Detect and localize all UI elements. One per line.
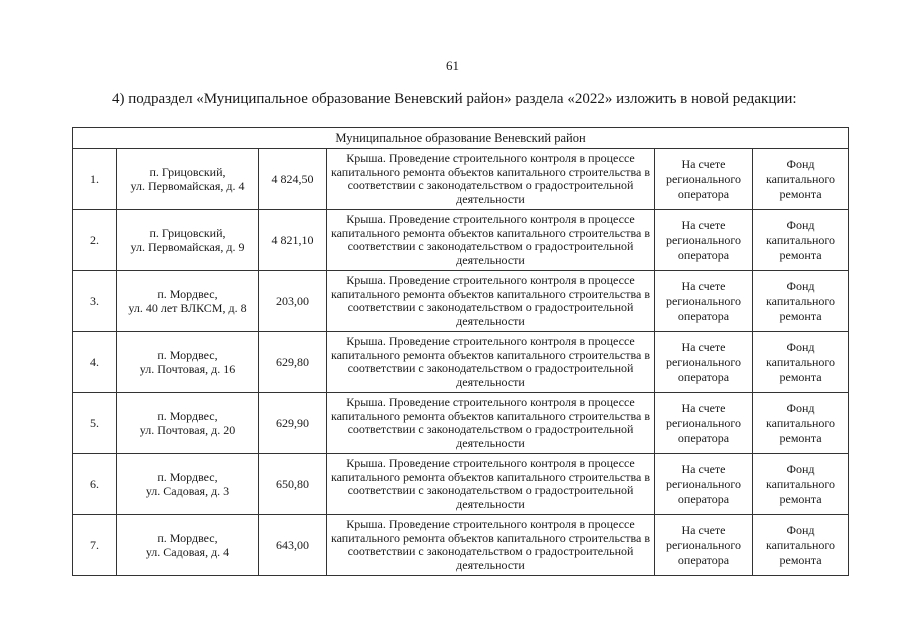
address-cell — [117, 393, 259, 454]
address-cell — [117, 149, 259, 210]
address-street: ул. Садовая, д. 4 — [145, 545, 230, 559]
address-street: ул. Первомайская, д. 9 — [130, 240, 245, 254]
work-description-cell: Крыша. Проведение строительного контроля в процессе капитального ремонта объектов капитального строительства в соответствии с законодательством о градостроительной деятельности — [327, 332, 655, 393]
address-cell — [117, 271, 259, 332]
address-cell — [117, 332, 259, 393]
area-cell: 4 824,50 — [259, 149, 327, 210]
address-locality: п. Грицовский, — [149, 165, 226, 179]
area-cell: 650,80 — [259, 454, 327, 515]
area-cell: 4 821,10 — [259, 210, 327, 271]
account-method-cell: На счете регионального оператора — [655, 210, 753, 271]
account-method-cell: На счете регионального оператора — [655, 271, 753, 332]
table-row — [73, 271, 849, 332]
area-cell: 643,00 — [259, 515, 327, 576]
row-number: 3. — [73, 271, 117, 332]
address-locality: п. Мордвес, — [157, 287, 218, 301]
funding-source-cell: Фонд капитального ремонта — [753, 332, 849, 393]
table-row — [73, 454, 849, 515]
table-row — [73, 149, 849, 210]
address-locality: п. Мордвес, — [157, 531, 218, 545]
work-description-cell: Крыша. Проведение строительного контроля в процессе капитального ремонта объектов капитального строительства в соответствии с законодательством о градостроительной деятельности — [327, 393, 655, 454]
address-locality: п. Мордвес, — [157, 409, 218, 423]
repair-registry-table — [72, 127, 849, 576]
row-number: 2. — [73, 210, 117, 271]
section-title: Муниципальное образование Веневский район — [73, 128, 849, 149]
address-street: ул. Садовая, д. 3 — [145, 484, 230, 498]
account-method-cell: На счете регионального оператора — [655, 515, 753, 576]
work-description-cell: Крыша. Проведение строительного контроля в процессе капитального ремонта объектов капитального строительства в соответствии с законодательством о градостроительной деятельности — [327, 454, 655, 515]
account-method-cell: На счете регионального оператора — [655, 332, 753, 393]
area-cell: 629,80 — [259, 332, 327, 393]
funding-source-cell: Фонд капитального ремонта — [753, 149, 849, 210]
address-cell — [117, 454, 259, 515]
account-method-cell: На счете регионального оператора — [655, 454, 753, 515]
intro-paragraph: 4) подраздел «Муниципальное образование Веневский район» раздела «2022» изложить в новой редакции: — [112, 91, 797, 107]
row-number: 7. — [73, 515, 117, 576]
work-description-cell: Крыша. Проведение строительного контроля в процессе капитального ремонта объектов капитального строительства в соответствии с законодательством о градостроительной деятельности — [327, 149, 655, 210]
funding-source-cell: Фонд капитального ремонта — [753, 210, 849, 271]
section-header-row — [73, 128, 849, 149]
address-street: ул. 40 лет ВЛКСМ, д. 8 — [128, 301, 247, 315]
row-number: 4. — [73, 332, 117, 393]
funding-source-cell: Фонд капитального ремонта — [753, 271, 849, 332]
table-row — [73, 515, 849, 576]
funding-source-cell: Фонд капитального ремонта — [753, 393, 849, 454]
address-street: ул. Первомайская, д. 4 — [130, 179, 245, 193]
work-description-cell: Крыша. Проведение строительного контроля в процессе капитального ремонта объектов капитального строительства в соответствии с законодательством о градостроительной деятельности — [327, 271, 655, 332]
area-cell: 203,00 — [259, 271, 327, 332]
row-number: 5. — [73, 393, 117, 454]
row-number: 1. — [73, 149, 117, 210]
table-row — [73, 210, 849, 271]
work-description-cell: Крыша. Проведение строительного контроля в процессе капитального ремонта объектов капитального строительства в соответствии с законодательством о градостроительной деятельности — [327, 515, 655, 576]
table-row — [73, 332, 849, 393]
table-body — [73, 128, 849, 576]
address-locality: п. Мордвес, — [157, 348, 218, 362]
address-cell — [117, 210, 259, 271]
address-locality: п. Мордвес, — [157, 470, 218, 484]
area-cell: 629,90 — [259, 393, 327, 454]
row-number: 6. — [73, 454, 117, 515]
funding-source-cell: Фонд капитального ремонта — [753, 454, 849, 515]
address-locality: п. Грицовский, — [149, 226, 226, 240]
account-method-cell: На счете регионального оператора — [655, 393, 753, 454]
address-street: ул. Почтовая, д. 16 — [139, 362, 236, 376]
address-cell — [117, 515, 259, 576]
account-method-cell: На счете регионального оператора — [655, 149, 753, 210]
address-street: ул. Почтовая, д. 20 — [139, 423, 236, 437]
work-description-cell: Крыша. Проведение строительного контроля в процессе капитального ремонта объектов капитального строительства в соответствии с законодательством о градостроительной деятельности — [327, 210, 655, 271]
funding-source-cell: Фонд капитального ремонта — [753, 515, 849, 576]
page-number: 61 — [446, 58, 459, 73]
table-row — [73, 393, 849, 454]
